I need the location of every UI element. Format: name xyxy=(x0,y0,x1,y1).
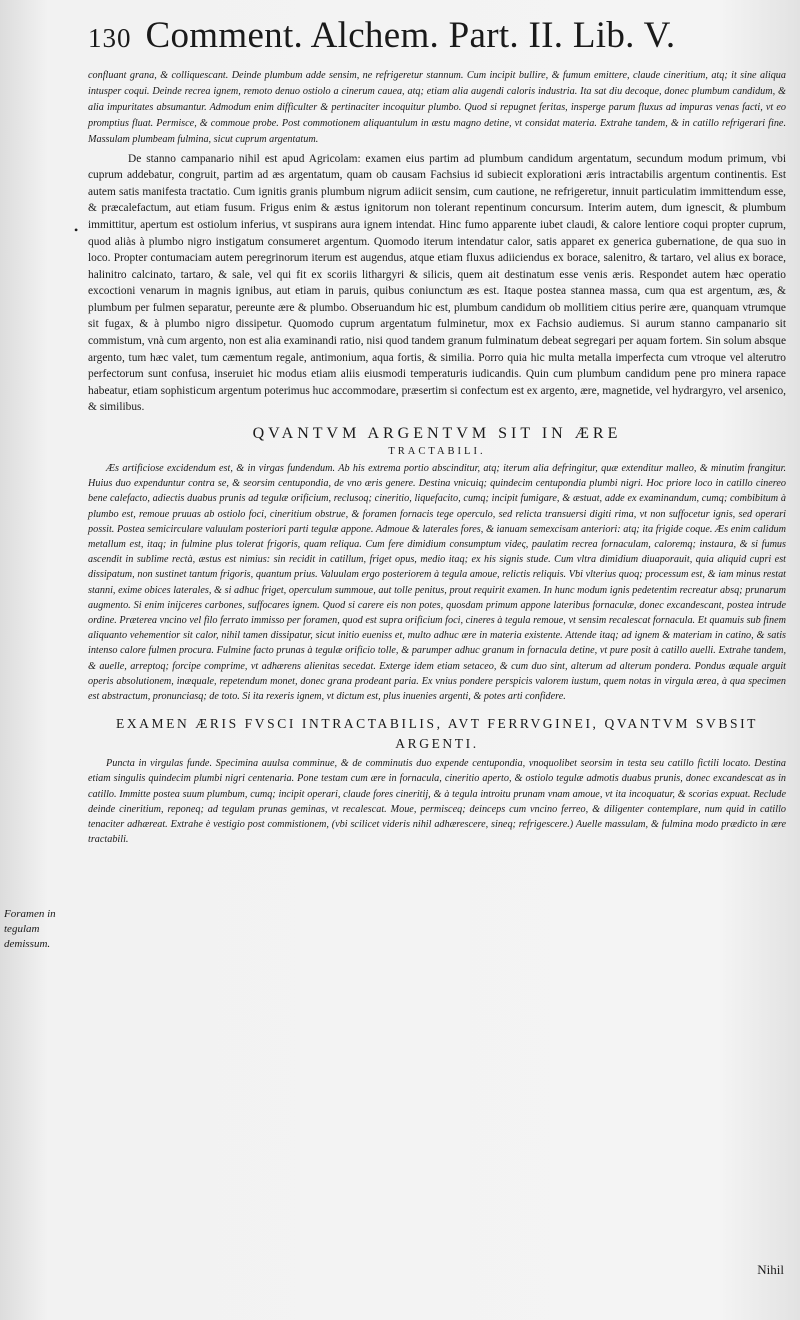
paragraph-commentary: De stanno campanario nihil est apud Agricolam: examen eius partim ad plumbum candidum argentatum, secundum modum primum, vbi cuprum addebatur, congruit, partim ad æs argentatum, quam ob causam Fachsius id subiecit explorationi æris intractabilis argentum continentis. Est autem satis manifesta tractatio. Cum ignitis granis plumbum nigrum adiicit sensim, cum cautione, ne refrigeretur, innuit particulatim immittendum esse, & præcalefactum, aut etiam fusum. Frigus enim & æstus ignitorum non tolerant repentinum concursum. Interim autem, dum ignescit, & plumbum immittitur, apertum est ostiolum inferius, vt suspirans aura ignem intendat. Hinc fumo apparente iubet claudi, & calore lentiore coqui propter cuprum, quod aliàs à plumbo nigro instigatum consumeret argentum. Quomodo iterum intendatur calor, satis apparet ex generica gubernatione, de qua suo in loco. Propter contumaciam autem peregrinorum iterum est augendus, atque etiam fluxus adiiciendus ex borace, salenitro, & tartaro, vel alius ex borace, halinitro calcinato, tartaro, & sale, vel qui fit ex scoriis lithargyri & silicis, quem ait destinatum esse venis æris. Respondet autem hæc operatio excoctioni venarum in magnis ignibus, aut etiam in paruis, quibus coniunctum æs est. Itaque postea stannea massa, cum qua est argentum, æs, & plumbum per fulmen separatur, pereunte ære & plumbo. Obseruandum hic est, plumbum candidum ob mollitiem citius perire ære, quanquam vtrumque sit fugax, & à plumbo nigro dissipetur. Quomodo cuprum argentatum fulminetur, mox ex Fachsio audiemus. Si aurum stanno campanario sit commistum, vnà cum argento, non est alia examinandi ratio, nisi quod tandem granum fulminatum debeat segregari per aquam fortem. Sin solum absque argento, tum hæc valet, tum cæmentum regale, antimonium, aqua fortis, & similia. Porro quia hic multa metalla imperfecta cum vtroque vel alterutro perfectorum sunt confusa, inseruiet hic modus etiam aliis eiusmodi temperaturis iudicandis. Quin cum plumbum candidum pene pro minera rapace habeatur, etiam sophisticum argentum poterimus huc accommodare, præsertim si confectum est ex argento, ære, magnetide, vel hydrargyro, vel arsenico, & similibus. xyxy=(88,152,786,414)
section-text-tractabili: Æs artificiose excidendum est, & in virgas fundendum. Ab his extrema portio abscinditur, atq; iterum alia defringitur, quæ extenditur malleo, & minutim frangitur. Huius duo expenduntur contra se, & seorsim centupondia, de vno æris genere. Destina vnicuiq; quindecim centupondia plumbi nigri. Hoc priore loco in catillo cinereo bene calefacto, adiectis duabus prunis ad tegulæ orificium, reclusoq; cineritio, liquefacito, cumq; incipit fumigare, & æstuat, adde ex examinandum, cumq; combibitum à plumbo est, remoue pruuas ab ostiolo foci, cineritium obstrue, & foramen fornacis tege operculo, sed relicta transuersi digiti rima, vt non suffocetur ignis, sed operari possit. Postea semicirculare valuulam posteriori parti tegulæ appone. Admoue & laterales fores, & ianuam semexcisam anteriori: atq; ita frigide coque. Æs enim calidum metallum est, itaq; in fulmine plus tolerat frigoris, quam reliqua. Cum fere dimidium consumptum videς, paulatim recrea fornaculam, caloremq; instaura, & si fumus ascendit in sublime rectà, æstus est nimius: sin recidit in catillum, friget opus, medio itaq; ex his signis stude. Cum vltra dimidium diuaporauit, quia aliquid cupri est dissipatum, non sustinet tantum frigoris, quantum prius. Valuulam ergo posteriorem à tegula amoue, relictis reliquis. Vbi vlterius quoq; processum est, & iam minus restat stanni, exime obices laterales, & si adhuc friget, operculum summoue, aut tolle penitus, prout requirit examen. In hunc modum ignis pedetentim recreatur absq; prunarum augmento. Si enim inijceres carbones, suffocares ignem. Quod si carere eis non potes, quosdam primum appone lateribus fornaculæ, donec excandescant, postea intrude ordine. Præterea vncino vel filo ferrato immisso per foramen, quod est supra orificium foci, cineres à tegula remoue, vt sensim recalescat fornacula. Et quamuis sub finem aliquanto vehementior sit calor, nihil tamen dissipatur, sicut initio eueniss et, multo adhuc ære in materia existente. Attende itaq; ad ignem & materiam in catino, & satis intenso calore fulmen procura. Fulmine facto prunas à tegulæ orificio tolle, & parumper adhuc granum in fornacula detine, vt pure posit à catillo auelli. Extrahe tandem, & auelle, arreptoq; forcipe comprime, vt adhærens alienitas secedat. Exterge idem etiam setaceo, & cum duo sint, alterum ad alterum pondera. Pondus æquale arguit operis absolutionem, inæquale, repetendum monet, donec grana prodeant paria. Ex vnius pondere perspicis valorem iustum, quem notas in virgula ærea, à qua specimen est abstractum, pronunciasq; de toto. Si ita rexeris ignem, vt dictum est, plus inuenies argenti, & potes arti confidere. xyxy=(88,463,786,703)
section-heading-tractabili: QVANTVM ARGENTVM SIT IN ÆRE xyxy=(252,425,622,443)
section-subheading-tractabili: TRACTABILI. xyxy=(388,446,486,458)
page-header xyxy=(88,14,788,64)
running-title: Comment. Alchem. Part. II. Lib. V. xyxy=(145,15,676,56)
catchword: Nihil xyxy=(757,1262,784,1277)
paragraph-italic-continuation: confluant grana, & colliquescant. Deinde plumbum adde sensim, ne refrigeretur stannum. Cum incipit bullire, & fumum emittere, claude cineritium, atq; it sine aliqua intusper coqui. Deinde recrea ignem, remoto denuo ostiolo a cinerum cauea, atq; etiam alia augendi caloris industria. Ita sat diu decoquе, donec plumbum candidum, & alia impuritates absumantur. Admodum enim difficulter & pertinaciter incoquitur plumbo. Quod si repugnet feritas, insperge parum fluxus ad impuras venas facti, vt eo promptius fluat. Permisce, & commoue probe. Post commotionem aliquantulum in æstu magno detine, vt considat materia. Extrahe tandem, & in catillo refrigerari fine. Massulam plumbeam fulmina, sicut cuprum argentatum. xyxy=(88,70,786,145)
page-number: 130 xyxy=(88,23,132,53)
section-text-fusci: Puncta in virgulas funde. Specimina auulsa comminue, & de comminutis duo expende centupondia, vnoquolibet seorsim in testa seu catillo fictili locato. Destina etiam singulis quindecim plumbi nigri centenaria. Pone testam cum ære in fornacula, cineritio aperto, & ostiolo tegulæ admotis duabus prunis, donec excandescat as in catillo. Immitte postea suum plumbum, cumq; incipit operari, claude fores cineritij, & à tegula introitu prunam vnam amoue, vt ita incoquatur, & scorias expuat. Reclude deinde cineritium, reponeq; ad tegulam prunas geminas, vt recalescat. Moue, permisceq; deinceps cum vncino ferreo, & diligenter contemplare, num quid in catillo tenaciter adhæreat. Extrahe è vestigio post commistionem, (vbi scilicet videris nihil adhærescere, sineq; refrigescere.) Auelle massulam, & fulmina modo prædicto in ære tractabili. xyxy=(88,758,786,846)
section-heading-fusci: EXAMEN ÆRIS FVSCI INTRACTABILIS, AVT FERRVGINEI, QVANTVM SVBSIT ARGENTI. xyxy=(115,716,759,752)
margin-note: Foramen in tegulam demissum. xyxy=(4,908,56,950)
margin-mark-icon: • xyxy=(74,223,79,237)
main-text-block xyxy=(88,68,786,848)
